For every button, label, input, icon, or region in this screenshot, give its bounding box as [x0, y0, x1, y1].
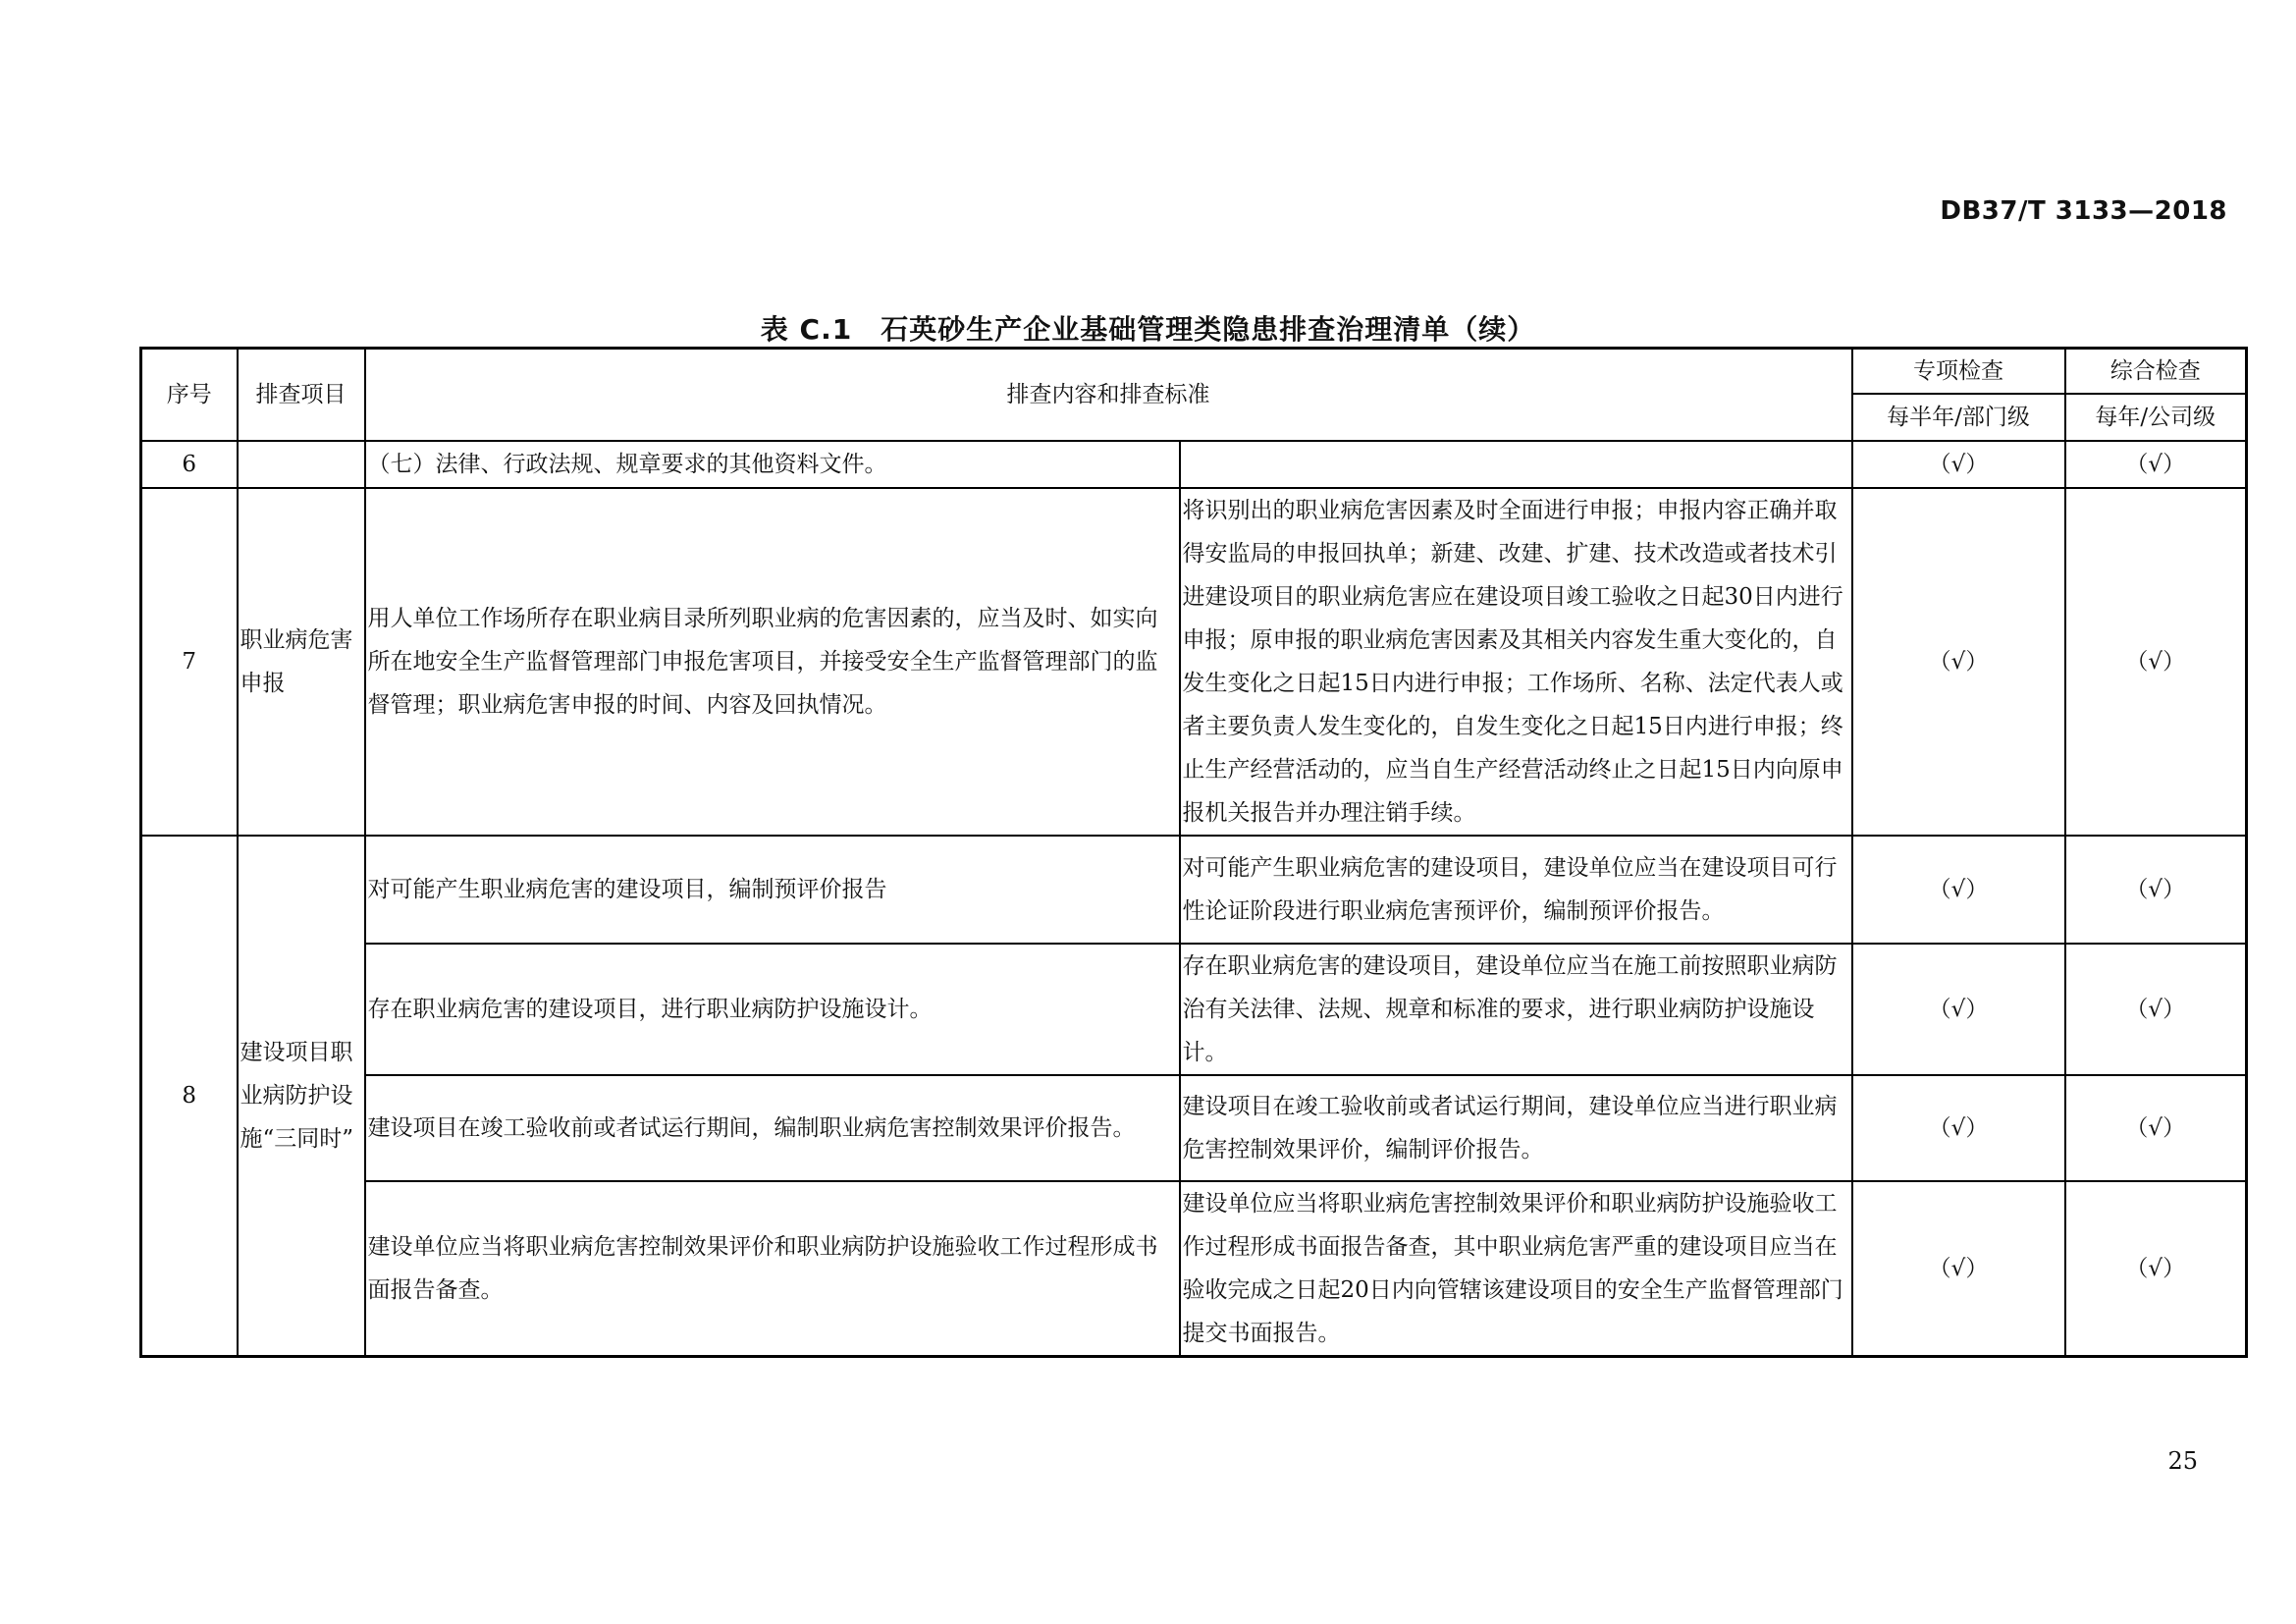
- row-special-check: （√）: [1852, 1181, 2065, 1357]
- row-content: （七）法律、行政法规、规章要求的其他资料文件。: [365, 441, 1180, 488]
- row-standard: 将识别出的职业病危害因素及时全面进行申报；申报内容正确并取得安监局的申报回执单；新建、改建、扩建、技术改造或者技术引进建设项目的职业病危害应在建设项目竣工验收之日起30日内进行申报；原申报的职业病危害因素及其相关内容发生重大变化的，自发生变化之日起15日内进行申报；工作场所、名称、法定代表人或者主要负责人发生变化的，自发生变化之日起15日内进行申报；终止生产经营活动的，应当自生产经营活动终止之日起15日内向原申报机关报告并办理注销手续。: [1180, 488, 1852, 836]
- header-special: 专项检查: [1852, 349, 2065, 395]
- document-code: DB37/T 3133—2018: [1940, 196, 2227, 226]
- row-special-check: （√）: [1852, 944, 2065, 1075]
- row-seq: 6: [141, 441, 238, 488]
- row-standard: 建设单位应当将职业病危害控制效果评价和职业病防护设施验收工作过程形成书面报告备查，其中职业病危害严重的建设项目应当在验收完成之日起20日内向管辖该建设项目的安全生产监督管理部门提交书面报告。: [1180, 1181, 1852, 1357]
- header-content: 排查内容和排查标准: [365, 349, 1852, 442]
- row-standard: 建设项目在竣工验收前或者试运行期间，建设单位应当进行职业病危害控制效果评价，编制评价报告。: [1180, 1075, 1852, 1181]
- row-general-check: （√）: [2065, 944, 2247, 1075]
- row-general-check: （√）: [2065, 1075, 2247, 1181]
- table-title: 表 C.1 石英砂生产企业基础管理类隐患排查治理清单（续）: [760, 313, 1536, 346]
- table-header-row: [141, 349, 2247, 395]
- table-row: [141, 836, 2247, 944]
- row-standard: 存在职业病危害的建设项目，建设单位应当在施工前按照职业病防治有关法律、法规、规章和标准的要求，进行职业病防护设施设计。: [1180, 944, 1852, 1075]
- row-content: 存在职业病危害的建设项目，进行职业病防护设施设计。: [365, 944, 1180, 1075]
- row-special-check: （√）: [1852, 488, 2065, 836]
- table-row: [141, 441, 2247, 488]
- row-content: 建设项目在竣工验收前或者试运行期间，编制职业病危害控制效果评价报告。: [365, 1075, 1180, 1181]
- row-standard: 对可能产生职业病危害的建设项目，建设单位应当在建设项目可行性论证阶段进行职业病危害预评价，编制预评价报告。: [1180, 836, 1852, 944]
- row-general-check: （√）: [2065, 1181, 2247, 1357]
- row-item: 职业病危害申报: [238, 488, 365, 836]
- row-seq: 8: [141, 836, 238, 1357]
- row-special-check: （√）: [1852, 1075, 2065, 1181]
- row-standard: [1180, 441, 1852, 488]
- row-general-check: （√）: [2065, 836, 2247, 944]
- header-general-frequency: 每年/公司级: [2065, 394, 2247, 441]
- table-row: [141, 1181, 2247, 1357]
- row-item: 建设项目职业病防护设施“三同时”: [238, 836, 365, 1357]
- row-general-check: （√）: [2065, 488, 2247, 836]
- checklist-table: [139, 347, 2248, 1358]
- row-general-check: （√）: [2065, 441, 2247, 488]
- table-row: [141, 1075, 2247, 1181]
- row-content: 用人单位工作场所存在职业病目录所列职业病的危害因素的，应当及时、如实向所在地安全生产监督管理部门申报危害项目，并接受安全生产监督管理部门的监督管理；职业病危害申报的时间、内容及回执情况。: [365, 488, 1180, 836]
- row-content: 对可能产生职业病危害的建设项目，编制预评价报告: [365, 836, 1180, 944]
- row-special-check: （√）: [1852, 441, 2065, 488]
- row-seq: 7: [141, 488, 238, 836]
- table-row: [141, 488, 2247, 836]
- row-special-check: （√）: [1852, 836, 2065, 944]
- header-special-frequency: 每半年/部门级: [1852, 394, 2065, 441]
- page-number: 25: [2167, 1447, 2198, 1475]
- row-content: 建设单位应当将职业病危害控制效果评价和职业病防护设施验收工作过程形成书面报告备查。: [365, 1181, 1180, 1357]
- header-general: 综合检查: [2065, 349, 2247, 395]
- header-seq: 序号: [141, 349, 238, 442]
- row-item: [238, 441, 365, 488]
- header-item: 排查项目: [238, 349, 365, 442]
- table-row: [141, 944, 2247, 1075]
